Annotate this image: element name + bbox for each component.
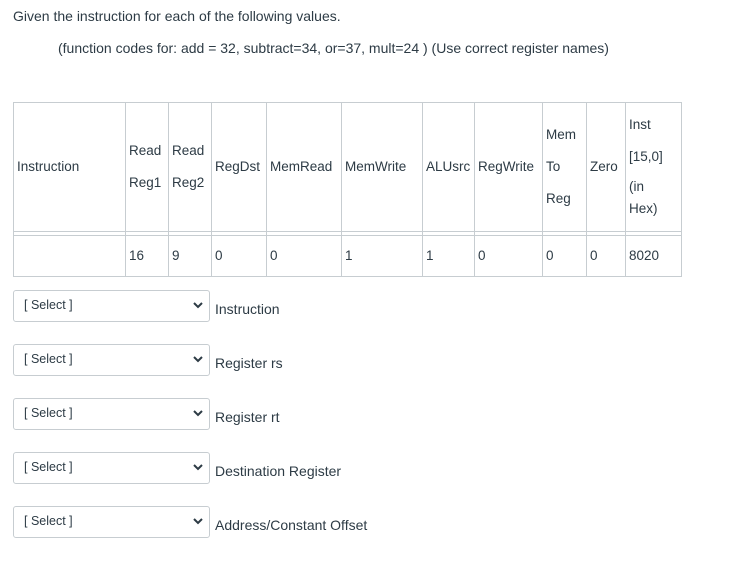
value-alusrc: 1 bbox=[423, 236, 475, 277]
header-memtoreg-line3: Reg bbox=[546, 191, 571, 206]
chevron-down-icon bbox=[191, 514, 205, 528]
question-subtitle: (function codes for: add = 32, subtract=34, or=37, mult=24 ) (Use correct register names) bbox=[58, 40, 609, 56]
select-register-rt[interactable] bbox=[13, 398, 210, 430]
value-memtoreg: 0 bbox=[543, 236, 587, 277]
select-register-rt-value: [ Select ] bbox=[24, 406, 73, 420]
value-read-reg2: 9 bbox=[169, 236, 212, 277]
select-instruction-value: [ Select ] bbox=[24, 298, 73, 312]
table-header-row bbox=[14, 103, 682, 232]
value-regdst: 0 bbox=[212, 236, 267, 277]
value-instruction bbox=[14, 236, 126, 277]
table-value-row bbox=[14, 236, 682, 277]
value-regwrite: 0 bbox=[475, 236, 543, 277]
header-read-reg2-line2: Reg2 bbox=[172, 175, 205, 190]
header-inst-line1: Inst bbox=[629, 117, 651, 132]
chevron-down-icon bbox=[191, 298, 205, 312]
header-memread: MemRead bbox=[267, 103, 342, 232]
select-register-rt-label: Register rt bbox=[215, 409, 280, 425]
header-regdst: RegDst bbox=[212, 103, 267, 232]
header-memtoreg bbox=[543, 103, 587, 232]
header-alusrc: ALUsrc bbox=[423, 103, 475, 232]
value-zero: 0 bbox=[587, 236, 626, 277]
header-memwrite: MemWrite bbox=[342, 103, 423, 232]
select-address-constant-offset[interactable] bbox=[13, 506, 210, 538]
header-read-reg2-line1: Read bbox=[172, 143, 205, 158]
header-inst-line2: [15,0] bbox=[629, 149, 663, 164]
select-destination-register[interactable] bbox=[13, 452, 210, 484]
select-instruction-label: Instruction bbox=[215, 301, 280, 317]
header-memtoreg-line1: Mem bbox=[546, 127, 576, 142]
header-regwrite: RegWrite bbox=[475, 103, 543, 232]
header-read-reg2 bbox=[169, 103, 212, 232]
value-read-reg1: 16 bbox=[126, 236, 169, 277]
header-instruction: Instruction bbox=[14, 103, 126, 232]
select-destination-register-value: [ Select ] bbox=[24, 460, 73, 474]
header-read-reg1-line2: Reg1 bbox=[129, 175, 162, 190]
header-memtoreg-line2: To bbox=[546, 159, 561, 174]
select-register-rs[interactable] bbox=[13, 344, 210, 376]
select-register-rs-label: Register rs bbox=[215, 355, 283, 371]
header-inst-line4: Hex) bbox=[629, 201, 658, 216]
select-destination-register-label: Destination Register bbox=[215, 463, 342, 479]
value-memread: 0 bbox=[267, 236, 342, 277]
chevron-down-icon bbox=[191, 352, 205, 366]
select-address-constant-offset-label: Address/Constant Offset bbox=[215, 517, 368, 533]
chevron-down-icon bbox=[191, 406, 205, 420]
header-zero: Zero bbox=[587, 103, 626, 232]
question-title: Given the instruction for each of the following values. bbox=[13, 8, 341, 24]
value-memwrite: 1 bbox=[342, 236, 423, 277]
header-inst-line3: (in bbox=[629, 179, 645, 194]
chevron-down-icon bbox=[191, 460, 205, 474]
select-instruction[interactable] bbox=[13, 290, 210, 322]
header-read-reg1 bbox=[126, 103, 169, 232]
header-inst bbox=[626, 103, 682, 232]
control-signal-table bbox=[13, 102, 682, 277]
select-address-constant-offset-value: [ Select ] bbox=[24, 514, 73, 528]
value-inst: 8020 bbox=[626, 236, 682, 277]
header-read-reg1-line1: Read bbox=[129, 143, 162, 158]
select-register-rs-value: [ Select ] bbox=[24, 352, 73, 366]
